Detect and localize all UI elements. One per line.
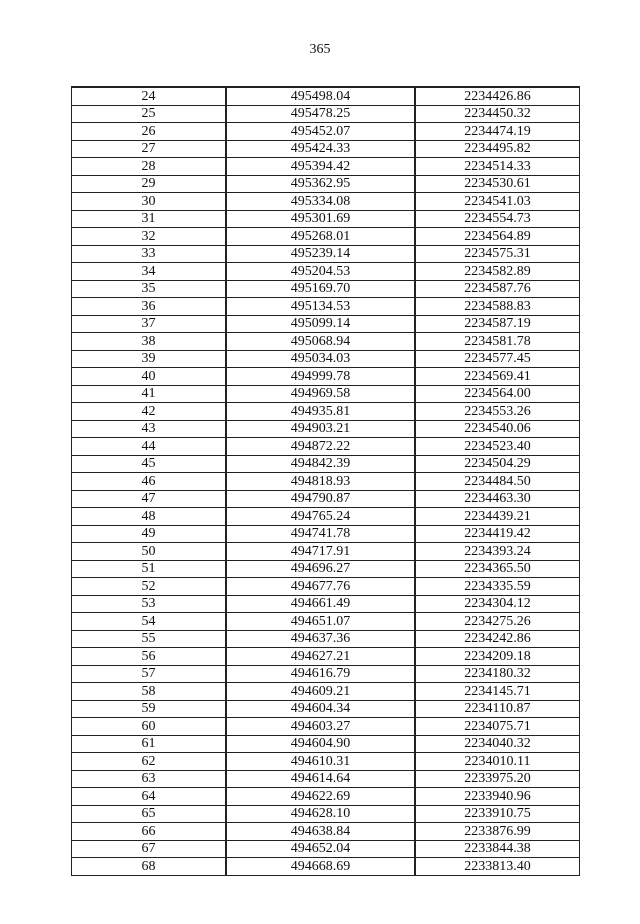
- table-row: [72, 87, 580, 105]
- table-row: [72, 245, 580, 263]
- point-number-cell: 64: [72, 788, 227, 806]
- table-row: [72, 193, 580, 211]
- point-number-cell: 54: [72, 613, 227, 631]
- y-coordinate-cell: 2233844.38: [415, 840, 580, 858]
- table-row: [72, 158, 580, 176]
- point-number-cell: 25: [72, 105, 227, 123]
- table-row: [72, 595, 580, 613]
- point-number-cell: 55: [72, 630, 227, 648]
- x-coordinate-cell: 495301.69: [226, 210, 415, 228]
- y-coordinate-cell: 2234564.89: [415, 228, 580, 246]
- table-row: [72, 333, 580, 351]
- coordinates-table: [71, 86, 580, 876]
- table-row: [72, 840, 580, 858]
- point-number-cell: 65: [72, 805, 227, 823]
- y-coordinate-cell: 2234463.30: [415, 490, 580, 508]
- table-row: [72, 280, 580, 298]
- y-coordinate-cell: 2234553.26: [415, 403, 580, 421]
- point-number-cell: 38: [72, 333, 227, 351]
- x-coordinate-cell: 495169.70: [226, 280, 415, 298]
- table-row: [72, 263, 580, 281]
- table-row: [72, 455, 580, 473]
- x-coordinate-cell: 495478.25: [226, 105, 415, 123]
- x-coordinate-cell: 494818.93: [226, 473, 415, 491]
- y-coordinate-cell: 2234474.19: [415, 123, 580, 141]
- point-number-cell: 59: [72, 700, 227, 718]
- y-coordinate-cell: 2234495.82: [415, 140, 580, 158]
- y-coordinate-cell: 2234484.50: [415, 473, 580, 491]
- point-number-cell: 35: [72, 280, 227, 298]
- table-row: [72, 210, 580, 228]
- table-row: [72, 858, 580, 876]
- point-number-cell: 40: [72, 368, 227, 386]
- point-number-cell: 53: [72, 595, 227, 613]
- point-number-cell: 48: [72, 508, 227, 526]
- y-coordinate-cell: 2234010.11: [415, 753, 580, 771]
- table-row: [72, 490, 580, 508]
- point-number-cell: 32: [72, 228, 227, 246]
- y-coordinate-cell: 2233940.96: [415, 788, 580, 806]
- table-row: [72, 508, 580, 526]
- y-coordinate-cell: 2234575.31: [415, 245, 580, 263]
- point-number-cell: 28: [72, 158, 227, 176]
- point-number-cell: 31: [72, 210, 227, 228]
- y-coordinate-cell: 2234540.06: [415, 420, 580, 438]
- x-coordinate-cell: 494622.69: [226, 788, 415, 806]
- table-row: [72, 175, 580, 193]
- y-coordinate-cell: 2234581.78: [415, 333, 580, 351]
- x-coordinate-cell: 494717.91: [226, 543, 415, 561]
- table-row: [72, 648, 580, 666]
- coordinates-table-body: [72, 87, 580, 875]
- point-number-cell: 47: [72, 490, 227, 508]
- point-number-cell: 52: [72, 578, 227, 596]
- y-coordinate-cell: 2234335.59: [415, 578, 580, 596]
- point-number-cell: 68: [72, 858, 227, 876]
- y-coordinate-cell: 2234582.89: [415, 263, 580, 281]
- x-coordinate-cell: 495424.33: [226, 140, 415, 158]
- x-coordinate-cell: 494668.69: [226, 858, 415, 876]
- point-number-cell: 26: [72, 123, 227, 141]
- point-number-cell: 51: [72, 560, 227, 578]
- point-number-cell: 41: [72, 385, 227, 403]
- table-row: [72, 700, 580, 718]
- x-coordinate-cell: 495034.03: [226, 350, 415, 368]
- table-row: [72, 578, 580, 596]
- table-row: [72, 438, 580, 456]
- y-coordinate-cell: 2234569.41: [415, 368, 580, 386]
- x-coordinate-cell: 495268.01: [226, 228, 415, 246]
- point-number-cell: 37: [72, 315, 227, 333]
- table-row: [72, 473, 580, 491]
- point-number-cell: 43: [72, 420, 227, 438]
- point-number-cell: 62: [72, 753, 227, 771]
- y-coordinate-cell: 2234514.33: [415, 158, 580, 176]
- point-number-cell: 42: [72, 403, 227, 421]
- x-coordinate-cell: 495068.94: [226, 333, 415, 351]
- x-coordinate-cell: 494765.24: [226, 508, 415, 526]
- x-coordinate-cell: 494637.36: [226, 630, 415, 648]
- point-number-cell: 24: [72, 87, 227, 105]
- y-coordinate-cell: 2234275.26: [415, 613, 580, 631]
- x-coordinate-cell: 494661.49: [226, 595, 415, 613]
- x-coordinate-cell: 494842.39: [226, 455, 415, 473]
- y-coordinate-cell: 2234439.21: [415, 508, 580, 526]
- y-coordinate-cell: 2234577.45: [415, 350, 580, 368]
- y-coordinate-cell: 2233813.40: [415, 858, 580, 876]
- x-coordinate-cell: 494872.22: [226, 438, 415, 456]
- x-coordinate-cell: 495334.08: [226, 193, 415, 211]
- point-number-cell: 56: [72, 648, 227, 666]
- table-row: [72, 368, 580, 386]
- x-coordinate-cell: 495362.95: [226, 175, 415, 193]
- y-coordinate-cell: 2234304.12: [415, 595, 580, 613]
- point-number-cell: 36: [72, 298, 227, 316]
- y-coordinate-cell: 2234419.42: [415, 525, 580, 543]
- y-coordinate-cell: 2234180.32: [415, 665, 580, 683]
- table-row: [72, 350, 580, 368]
- point-number-cell: 50: [72, 543, 227, 561]
- y-coordinate-cell: 2234588.83: [415, 298, 580, 316]
- x-coordinate-cell: 494696.27: [226, 560, 415, 578]
- y-coordinate-cell: 2234365.50: [415, 560, 580, 578]
- table-row: [72, 718, 580, 736]
- x-coordinate-cell: 494604.90: [226, 735, 415, 753]
- x-coordinate-cell: 495099.14: [226, 315, 415, 333]
- table-row: [72, 315, 580, 333]
- point-number-cell: 30: [72, 193, 227, 211]
- table-row: [72, 123, 580, 141]
- point-number-cell: 45: [72, 455, 227, 473]
- y-coordinate-cell: 2234209.18: [415, 648, 580, 666]
- table-row: [72, 525, 580, 543]
- table-row: [72, 788, 580, 806]
- x-coordinate-cell: 495204.53: [226, 263, 415, 281]
- point-number-cell: 46: [72, 473, 227, 491]
- table-row: [72, 805, 580, 823]
- y-coordinate-cell: 2234504.29: [415, 455, 580, 473]
- table-row: [72, 683, 580, 701]
- table-row: [72, 105, 580, 123]
- table-row: [72, 298, 580, 316]
- x-coordinate-cell: 494999.78: [226, 368, 415, 386]
- y-coordinate-cell: 2234040.32: [415, 735, 580, 753]
- table-row: [72, 735, 580, 753]
- x-coordinate-cell: 494614.64: [226, 770, 415, 788]
- x-coordinate-cell: 494603.27: [226, 718, 415, 736]
- point-number-cell: 49: [72, 525, 227, 543]
- table-row: [72, 630, 580, 648]
- point-number-cell: 39: [72, 350, 227, 368]
- table-row: [72, 665, 580, 683]
- y-coordinate-cell: 2234564.00: [415, 385, 580, 403]
- y-coordinate-cell: 2234242.86: [415, 630, 580, 648]
- y-coordinate-cell: 2234075.71: [415, 718, 580, 736]
- table-row: [72, 228, 580, 246]
- y-coordinate-cell: 2233975.20: [415, 770, 580, 788]
- x-coordinate-cell: 494609.21: [226, 683, 415, 701]
- table-row: [72, 770, 580, 788]
- x-coordinate-cell: 494652.04: [226, 840, 415, 858]
- page-number: 365: [309, 42, 331, 57]
- point-number-cell: 67: [72, 840, 227, 858]
- point-number-cell: 61: [72, 735, 227, 753]
- y-coordinate-cell: 2234450.32: [415, 105, 580, 123]
- y-coordinate-cell: 2234393.24: [415, 543, 580, 561]
- x-coordinate-cell: 494610.31: [226, 753, 415, 771]
- y-coordinate-cell: 2233910.75: [415, 805, 580, 823]
- table-row: [72, 613, 580, 631]
- table-row: [72, 403, 580, 421]
- x-coordinate-cell: 494627.21: [226, 648, 415, 666]
- x-coordinate-cell: 494638.84: [226, 823, 415, 841]
- point-number-cell: 58: [72, 683, 227, 701]
- table-row: [72, 753, 580, 771]
- x-coordinate-cell: 495134.53: [226, 298, 415, 316]
- y-coordinate-cell: 2234554.73: [415, 210, 580, 228]
- point-number-cell: 60: [72, 718, 227, 736]
- point-number-cell: 44: [72, 438, 227, 456]
- table-row: [72, 823, 580, 841]
- point-number-cell: 63: [72, 770, 227, 788]
- x-coordinate-cell: 495394.42: [226, 158, 415, 176]
- table-row: [72, 385, 580, 403]
- x-coordinate-cell: 494903.21: [226, 420, 415, 438]
- y-coordinate-cell: 2234110.87: [415, 700, 580, 718]
- x-coordinate-cell: 494969.58: [226, 385, 415, 403]
- y-coordinate-cell: 2233876.99: [415, 823, 580, 841]
- y-coordinate-cell: 2234587.19: [415, 315, 580, 333]
- x-coordinate-cell: 494651.07: [226, 613, 415, 631]
- table-row: [72, 543, 580, 561]
- y-coordinate-cell: 2234541.03: [415, 193, 580, 211]
- x-coordinate-cell: 495239.14: [226, 245, 415, 263]
- y-coordinate-cell: 2234587.76: [415, 280, 580, 298]
- x-coordinate-cell: 494604.34: [226, 700, 415, 718]
- x-coordinate-cell: 494677.76: [226, 578, 415, 596]
- point-number-cell: 66: [72, 823, 227, 841]
- y-coordinate-cell: 2234145.71: [415, 683, 580, 701]
- table-row: [72, 140, 580, 158]
- x-coordinate-cell: 494741.78: [226, 525, 415, 543]
- x-coordinate-cell: 494935.81: [226, 403, 415, 421]
- point-number-cell: 33: [72, 245, 227, 263]
- point-number-cell: 27: [72, 140, 227, 158]
- point-number-cell: 34: [72, 263, 227, 281]
- x-coordinate-cell: 495498.04: [226, 87, 415, 105]
- y-coordinate-cell: 2234426.86: [415, 87, 580, 105]
- x-coordinate-cell: 494628.10: [226, 805, 415, 823]
- y-coordinate-cell: 2234523.40: [415, 438, 580, 456]
- table-row: [72, 420, 580, 438]
- point-number-cell: 57: [72, 665, 227, 683]
- y-coordinate-cell: 2234530.61: [415, 175, 580, 193]
- x-coordinate-cell: 495452.07: [226, 123, 415, 141]
- x-coordinate-cell: 494616.79: [226, 665, 415, 683]
- table-row: [72, 560, 580, 578]
- x-coordinate-cell: 494790.87: [226, 490, 415, 508]
- point-number-cell: 29: [72, 175, 227, 193]
